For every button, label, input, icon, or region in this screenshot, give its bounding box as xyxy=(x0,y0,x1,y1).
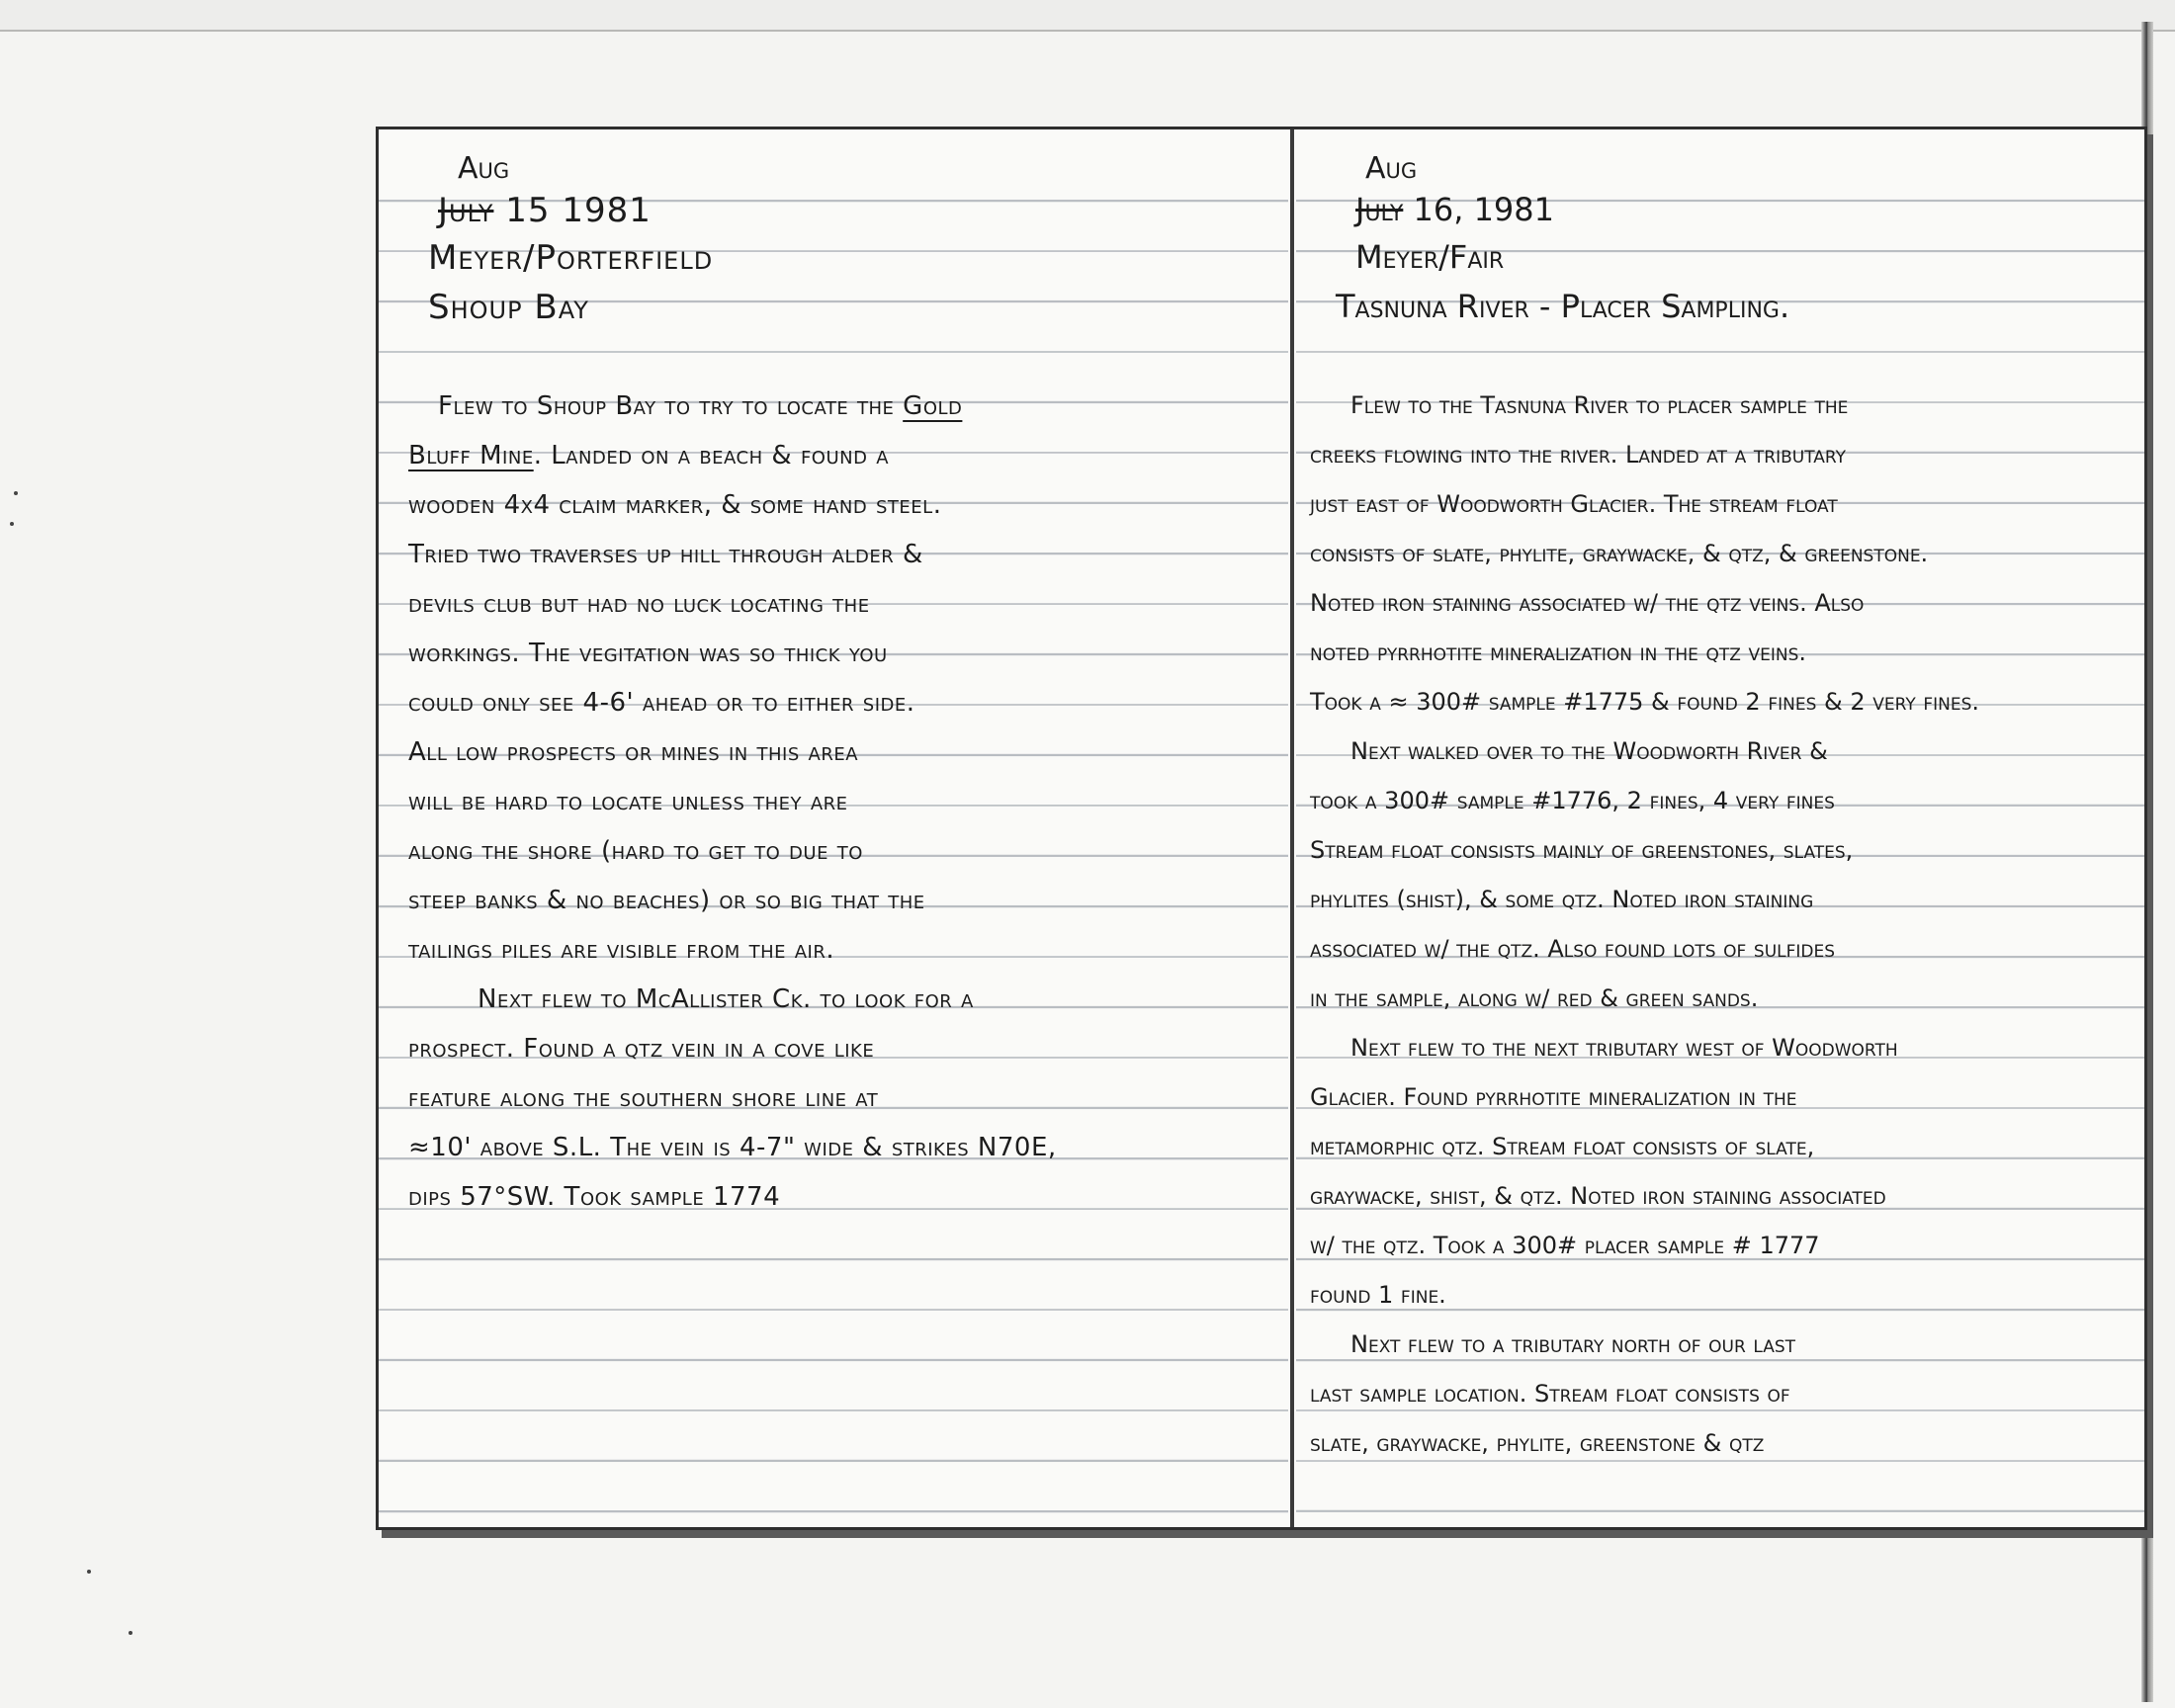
left-line-2-text: . Landed on a beach & found a xyxy=(533,441,890,470)
left-crew: Meyer/Porterfield xyxy=(428,238,714,278)
right-line-16: metamorphic qtz. Stream float consists of slate, xyxy=(1310,1133,1815,1160)
right-line-19: found 1 fine. xyxy=(1310,1281,1446,1309)
right-line-18: w/ the qtz. Took a 300# placer sample # 1777 xyxy=(1310,1232,1820,1259)
right-line-4: consists of slate, phylite, graywacke, & qtz, & greenstone. xyxy=(1310,540,1929,567)
right-line-13: in the sample, along w/ red & green sands. xyxy=(1310,984,1759,1012)
right-line-9: took a 300# sample #1776, 2 fines, 4 very fines xyxy=(1310,787,1835,814)
left-line-1 xyxy=(438,391,962,421)
scan-speck xyxy=(87,1570,91,1574)
right-line-17: graywacke, shist, & qtz. Noted iron staining associated xyxy=(1310,1182,1886,1210)
left-date: 15 1981 xyxy=(505,191,652,230)
left-line-16: ≈10' above S.L. The vein is 4-7" wide & strikes N70E, xyxy=(408,1133,1057,1162)
right-struck-month: July xyxy=(1355,191,1404,228)
left-line-13: Next flew to McAllister Ck. to look for a xyxy=(478,984,974,1014)
right-date: 16, 1981 xyxy=(1413,191,1554,228)
right-location: Tasnuna River - Placer Sampling. xyxy=(1336,288,1790,325)
right-month: Aug xyxy=(1365,151,1418,186)
scan-speck xyxy=(14,491,18,495)
left-location: Shoup Bay xyxy=(428,288,589,327)
left-struck-month: July xyxy=(438,191,494,230)
bluff-mine-text: Bluff Mine xyxy=(408,441,534,470)
right-line-20: Next flew to a tributary north of our last xyxy=(1350,1330,1796,1358)
gold-word: Gold xyxy=(903,391,963,421)
notebook-spine xyxy=(1290,129,1294,1527)
right-line-5: Noted iron staining associated w/ the qtz veins. Also xyxy=(1310,589,1865,617)
left-line-2 xyxy=(408,441,889,470)
field-notebook xyxy=(376,127,2147,1530)
right-line-22: slate, graywacke, phylite, greenstone & qtz xyxy=(1310,1429,1765,1457)
right-line-14: Next flew to the next tributary west of Woodworth xyxy=(1350,1034,1898,1062)
right-crew: Meyer/Fair xyxy=(1355,238,1505,276)
right-line-8: Next walked over to the Woodworth River & xyxy=(1350,737,1828,765)
left-line-1-text: Flew to Shoup Bay to try to locate the xyxy=(438,391,904,421)
right-line-3: just east of Woodworth Glacier. The stream float xyxy=(1310,490,1838,518)
left-line-17: dips 57°SW. Took sample 1774 xyxy=(408,1182,781,1212)
right-line-6: noted pyrrhotite mineralization in the qtz veins. xyxy=(1310,639,1807,666)
left-page xyxy=(379,129,1288,1527)
right-line-15: Glacier. Found pyrrhotite mineralization in the xyxy=(1310,1083,1797,1111)
left-line-3: wooden 4x4 claim marker, & some hand steel. xyxy=(408,490,942,520)
right-page xyxy=(1296,129,2144,1527)
scan-top-edge xyxy=(0,0,2175,32)
right-date-line xyxy=(1355,191,1554,228)
right-line-2: creeks flowing into the river. Landed at a tributary xyxy=(1310,441,1846,469)
left-line-14: prospect. Found a qtz vein in a cove like xyxy=(408,1034,875,1064)
left-line-9: will be hard to locate unless they are xyxy=(408,787,848,816)
right-line-11: phylites (shist), & some qtz. Noted iron staining xyxy=(1310,886,1814,913)
left-line-10: along the shore (hard to get to due to xyxy=(408,836,863,866)
right-line-1: Flew to the Tasnuna River to placer sample the xyxy=(1350,391,1849,419)
left-line-12: tailings piles are visible from the air. xyxy=(408,935,835,965)
scan-speck xyxy=(10,522,14,526)
left-line-8: All low prospects or mines in this area xyxy=(408,737,859,767)
left-date-line xyxy=(438,191,652,230)
left-line-4: Tried two traverses up hill through alder & xyxy=(408,540,923,569)
left-line-5: devils club but had no luck locating the xyxy=(408,589,870,619)
left-month: Aug xyxy=(458,151,510,186)
right-line-7: Took a ≈ 300# sample #1775 & found 2 fines & 2 very fines. xyxy=(1310,688,1980,716)
right-line-12: associated w/ the qtz. Also found lots of sulfides xyxy=(1310,935,1836,963)
left-line-6: workings. The vegitation was so thick you xyxy=(408,639,888,668)
right-line-21: last sample location. Stream float consists of xyxy=(1310,1380,1790,1408)
left-line-7: could only see 4-6' ahead or to either side. xyxy=(408,688,915,718)
left-line-11: steep banks & no beaches) or so big that the xyxy=(408,886,925,915)
left-line-15: feature along the southern shore line at xyxy=(408,1083,879,1113)
right-line-10: Stream float consists mainly of greenstones, slates, xyxy=(1310,836,1854,864)
scan-speck xyxy=(129,1631,132,1635)
